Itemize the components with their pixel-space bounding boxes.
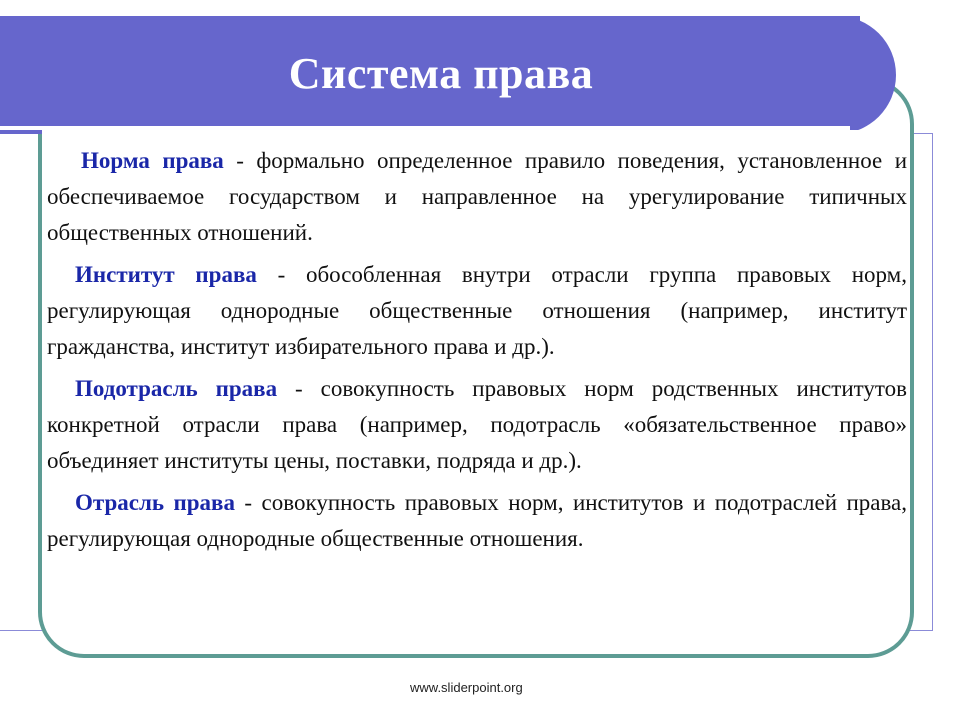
definition-text: - совокупность правовых норм родственных институтов конкретной отрасли права (например, подотрасль «обязательственное право» объединяет институты цены, поставки, подряда и др.). (47, 376, 907, 473)
definition-term: Отрасль права (75, 490, 235, 515)
definition-term: Институт права (75, 262, 257, 287)
definition-text: - формально определенное правило поведения, установленное и обеспечиваемое государством и направленное на урегулирование типичных общественных отношений. (47, 148, 908, 245)
definition-text: - совокупность правовых норм, институтов и подотраслей права, регулирующая однородные общественные отношения. (47, 490, 908, 551)
definition-term: Норма права (81, 148, 224, 173)
definitions-list (47, 143, 907, 563)
slide-title: Система права (288, 49, 594, 98)
definition-subbranch (47, 371, 907, 479)
definition-text: - обособленная внутри отрасли группа правовых норм, регулирующая однородные общественные отношения (например, институт гражданства, институт избирательного права и др.). (47, 262, 907, 359)
definition-institute (47, 257, 907, 365)
footer-url: www.sliderpoint.org (410, 680, 523, 695)
definition-term: Подотрасль права (75, 376, 278, 401)
definition-norm (47, 143, 907, 251)
definition-branch (47, 485, 907, 557)
